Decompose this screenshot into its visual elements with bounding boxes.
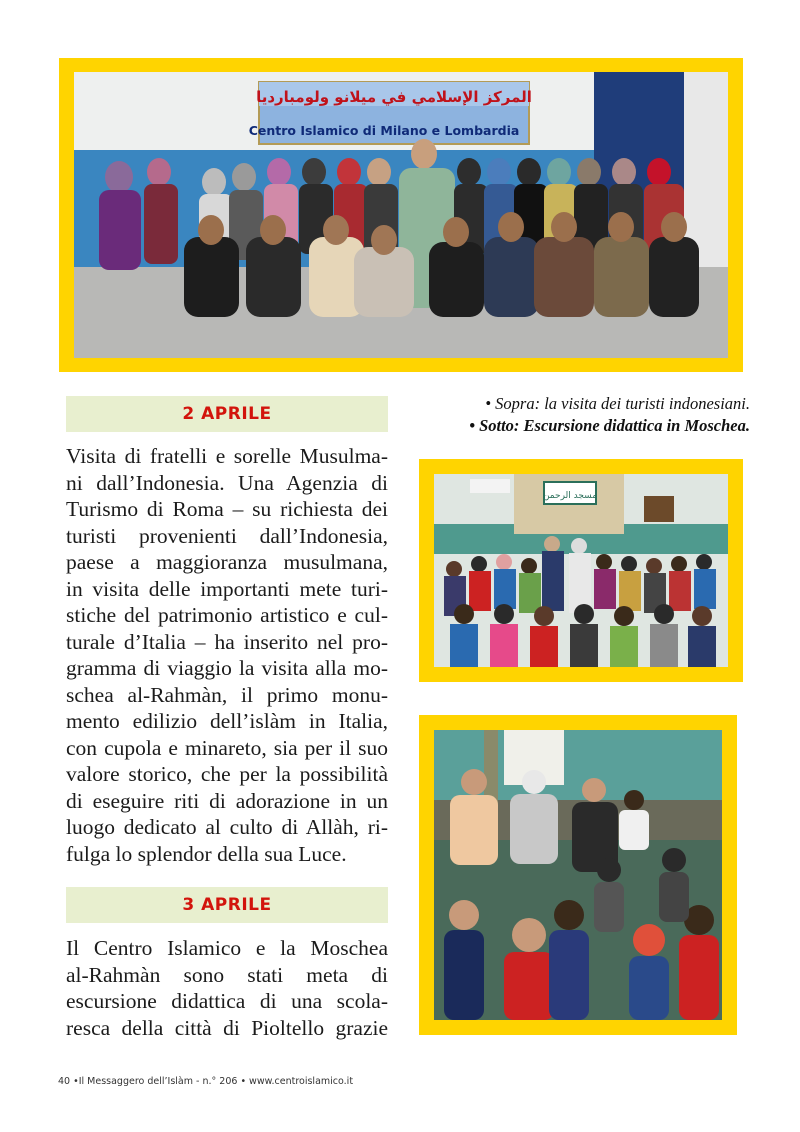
section2-body-text: [66, 935, 388, 1041]
section-heading-3-aprile: 3 APRILE: [66, 887, 388, 923]
section2-line: resca della città di Pioltello grazie: [66, 1015, 388, 1040]
section1-line: fulga lo splendor della sua Luce.: [66, 841, 347, 866]
middle-photo: [434, 474, 728, 667]
section1-line: ni dall’Indonesia. Una Agenzia di: [66, 470, 388, 495]
section1-line: valore storico, che per la possibilità: [66, 762, 388, 786]
section1-line: turisti provenienti dall’Indonesia,: [66, 523, 388, 548]
section2-line: escursione didattica di una scola-: [66, 989, 388, 1013]
section1-line: luogo dedicato al culto di Allàh, ri-: [66, 815, 388, 839]
top-photo: [74, 72, 728, 358]
section1-line: in visita delle importanti mete turi-: [66, 576, 388, 601]
photo-captions: [400, 393, 750, 437]
section1-line: con cupola e minareto, sia per il suo: [66, 735, 388, 760]
section1-line: Visita di fratelli e sorelle Musulma-: [66, 444, 388, 468]
section1-line: paese a maggioranza musulmana,: [66, 550, 388, 574]
section1-line: mento edilizio dell’islàm in Italia,: [66, 709, 388, 733]
section-heading-2-aprile: 2 APRILE: [66, 396, 388, 432]
bottom-photo: [434, 730, 722, 1020]
section2-line: Il Centro Islamico e la Moschea: [66, 936, 388, 960]
section1-line: Turismo di Roma – su richiesta dei: [66, 497, 388, 521]
section2-line: al-Rahmàn sono stati meta di: [66, 962, 388, 987]
caption-bottom-photos: • Sotto: Escursione didattica in Moschea.: [469, 416, 750, 435]
banner-arabic-text: المركز الإسلامي في ميلانو ولومبارديا: [256, 88, 532, 106]
caption-top-photo: • Sopra: la visita dei turisti indonesiani.: [485, 394, 750, 413]
section1-line: schea al-Rahmàn, il primo monu-: [66, 682, 388, 707]
section1-line: turale d’Italia – ha inserito nel pro-: [66, 629, 388, 654]
section1-line: stiche del patrimonio artistico e cul-: [66, 603, 388, 627]
wall-sign-text: مسجد الرحمن: [542, 491, 598, 501]
section1-body-text: [66, 443, 388, 867]
section1-line: gramma di viaggio la visita alla mo-: [66, 656, 388, 680]
banner-latin-text: Centro Islamico di Milano e Lombardia: [248, 123, 520, 138]
page-footer: 40 •Il Messaggero dell’Islàm - n.° 206 • www.centroislamico.it: [58, 1076, 354, 1087]
section1-line: di eseguire riti di adorazione in un: [66, 788, 388, 813]
